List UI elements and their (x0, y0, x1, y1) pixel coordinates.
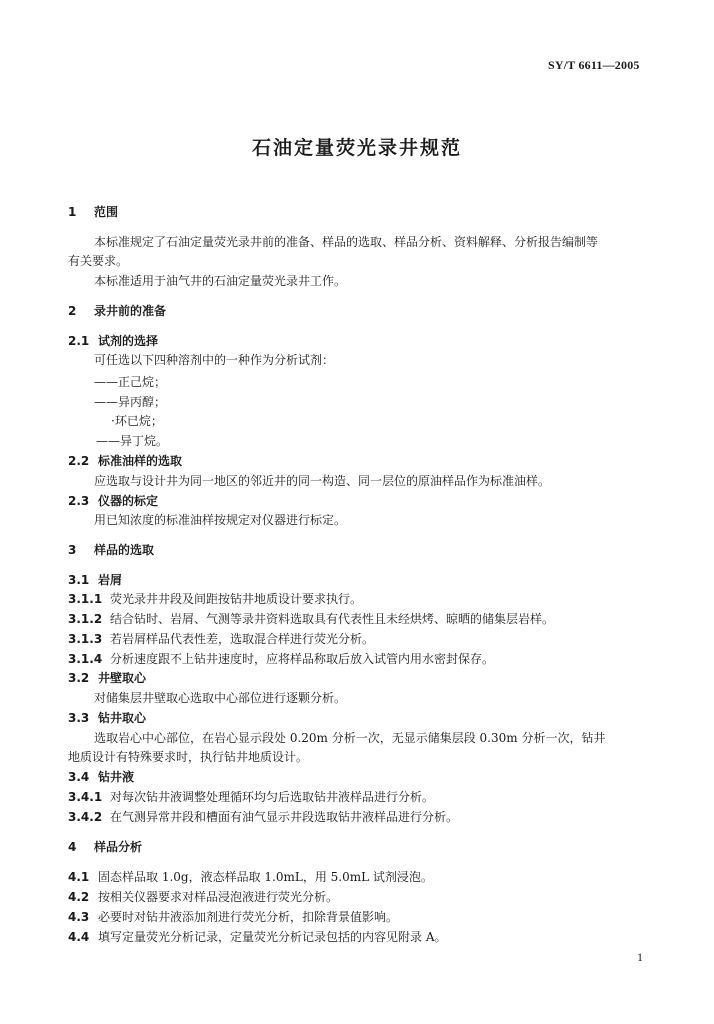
standard-code: SY/T 6611—2005 (548, 58, 640, 72)
clause: 4.3 必要时对钻井液添加剂进行荧光分析，扣除背景值影响。 (68, 910, 399, 924)
subsection-heading: 3.2 井壁取心 (68, 671, 147, 685)
section-heading-1: 1 范围 (68, 205, 119, 219)
subsection-heading: 2.3 仪器的标定 (68, 494, 159, 508)
clause: 3.4.1 对每次钻井液调整处理循环均匀后选取钻井液样品进行分析。 (68, 790, 435, 804)
clause: 3.1.4 分析速度跟不上钻井速度时，应将样品称取后放入试管内用水密封保存。 (68, 652, 495, 666)
clause: 4.4 填写定量荧光分析记录，定量荧光分析记录包括的内容见附录 A。 (68, 930, 447, 944)
document-title: 石油定量荧光录井规范 (251, 137, 462, 159)
paragraph: 应选取与设计井为同一地区的邻近井的同一构造、同一层位的原油样品作为标准油样。 (94, 474, 551, 488)
paragraph: 选取岩心中心部位，在岩心显示段处 0.20m 分析一次，无显示储集层段 0.30m 分析一次，钻井 (94, 731, 606, 745)
section-heading-2: 2 录井前的准备 (68, 304, 167, 318)
paragraph: 用已知浓度的标准油样按规定对仪器进行标定。 (94, 513, 347, 527)
paragraph: 本标准规定了石油定量荧光录井前的准备、样品的选取、样品分析、资料解释、分析报告编制等 (94, 235, 599, 249)
page-number: 1 (637, 950, 643, 964)
clause: 4.1 固态样品取 1.0g，液态样品取 1.0mL，用 5.0mL 试剂浸泡。 (68, 870, 433, 884)
subsection-heading: 2.1 试剂的选择 (68, 334, 159, 348)
list-item: ——异丙醇； (94, 395, 167, 409)
clause: 3.1.1 荧光录井井段及间距按钻井地质设计要求执行。 (68, 592, 363, 606)
subsection-heading: 3.1 岩屑 (68, 573, 123, 587)
clause: 3.1.2 结合钻时、岩屑、气测等录井资料选取具有代表性且未经烘烤、晾晒的储集层岩样。 (68, 612, 555, 626)
subsection-heading: 3.3 钻井取心 (68, 711, 147, 725)
clause: 3.4.2 在气测异常井段和槽面有油气显示井段选取钻井液样品进行分析。 (68, 810, 459, 824)
subsection-heading: 3.4 钻井液 (68, 770, 135, 784)
paragraph: 有关要求。 (68, 254, 129, 268)
section-heading-4: 4 样品分析 (68, 840, 143, 854)
clause: 3.1.3 若岩屑样品代表性差，选取混合样进行荧光分析。 (68, 632, 375, 646)
section-heading-3: 3 样品的选取 (68, 543, 155, 557)
list-item: ·环已烷； (111, 414, 163, 428)
list-item: ——正己烷； (94, 375, 167, 389)
list-item: ——异丁烷。 (96, 434, 169, 448)
paragraph: 本标准适用于油气井的石油定量荧光录井工作。 (94, 274, 347, 288)
paragraph: 地质设计有特殊要求时，执行钻井地质设计。 (68, 750, 309, 764)
paragraph: 可任选以下四种溶剂中的一种作为分析试剂： (94, 353, 335, 367)
subsection-heading: 2.2 标准油样的选取 (68, 454, 183, 468)
paragraph: 对储集层井壁取心选取中心部位进行逐颗分析。 (94, 691, 347, 705)
clause: 4.2 按相关仪器要求对样品浸泡液进行荧光分析。 (68, 890, 339, 904)
